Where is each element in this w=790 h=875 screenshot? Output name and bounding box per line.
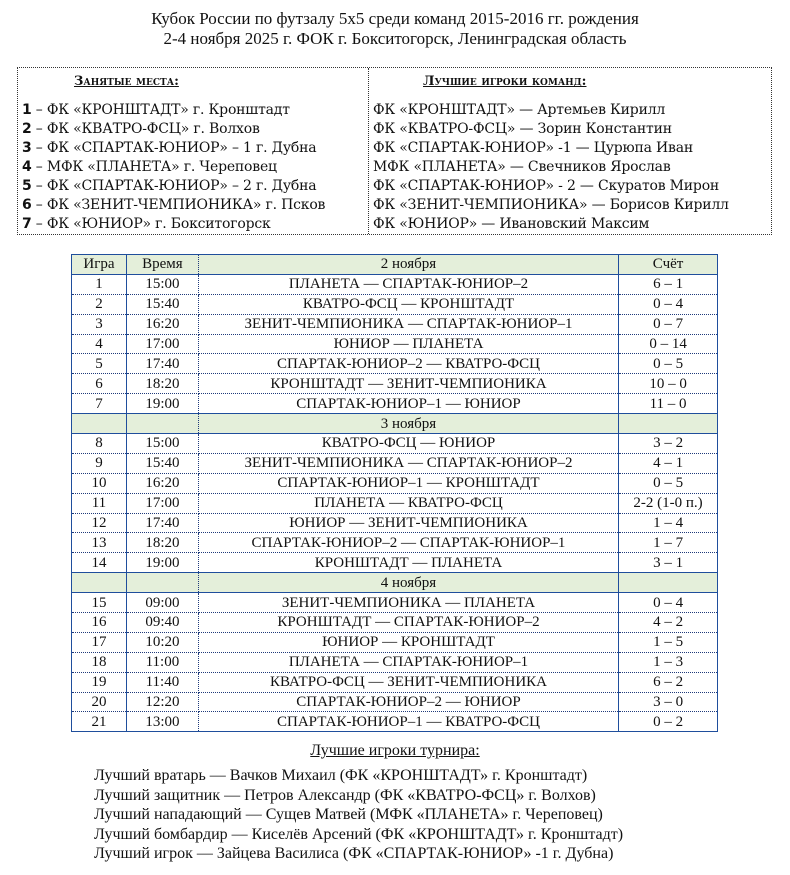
team-best-list: [373, 101, 771, 234]
team-best-item: ФК «СПАРТАК-ЮНИОР» - 2 — Скуратов Мирон: [373, 178, 720, 194]
table-row: [72, 613, 718, 633]
game-time: 09:40: [126, 613, 198, 633]
game-number: 3: [72, 314, 127, 334]
game-number: 17: [72, 632, 127, 652]
game-number: 18: [72, 652, 127, 672]
place-number: 6: [22, 197, 32, 213]
place-number: 7: [22, 216, 32, 232]
standing-item: [22, 101, 368, 120]
game-score: 2-2 (1-0 п.): [619, 493, 718, 513]
standings-list: [22, 101, 368, 234]
game-time: 15:40: [126, 294, 198, 314]
game-time: 16:20: [126, 473, 198, 493]
column-header-game: Игра: [72, 255, 127, 275]
game-score: 6 – 2: [619, 672, 718, 692]
table-row: [72, 294, 718, 314]
place-team: – ФК «СПАРТАК-ЮНИОР» – 1 г. Дубна: [31, 140, 317, 156]
table-row: [72, 593, 718, 613]
game-time: 16:20: [126, 314, 198, 334]
game-matchup: СПАРТАК-ЮНИОР–2 — ЮНИОР: [198, 692, 618, 712]
game-time: 12:20: [126, 692, 198, 712]
game-number: 20: [72, 692, 127, 712]
game-score: 11 – 0: [619, 394, 718, 414]
team-best-heading: Лучшие игроки команд:: [423, 74, 587, 89]
game-time: 17:00: [126, 493, 198, 513]
table-row: [72, 314, 718, 334]
game-time: 17:40: [126, 354, 198, 374]
table-row: [72, 632, 718, 652]
event-date-location: 2-4 ноября 2025 г. ФОК г. Бокситогорск, Ленинградская область: [163, 29, 627, 48]
team-best-item: МФК «ПЛАНЕТА» — Свечников Ярослав: [373, 159, 671, 175]
team-best-item: ФК «ЗЕНИТ-ЧЕМПИОНИКА» — Борисов Кирилл: [373, 197, 729, 213]
game-number: 8: [72, 434, 127, 454]
team-best-item: ФК «КРОНШТАДТ» — Артемьев Кирилл: [373, 102, 666, 118]
game-score: 0 – 2: [619, 712, 718, 732]
day-empty-cell: [126, 573, 198, 593]
game-time: 17:40: [126, 513, 198, 533]
game-number: 2: [72, 294, 127, 314]
match-schedule-table: [71, 254, 718, 732]
table-row: [72, 533, 718, 553]
results-summary-box: [17, 67, 772, 235]
table-row: [72, 274, 718, 294]
standings-heading: [22, 70, 368, 94]
table-row: [72, 652, 718, 672]
game-number: 15: [72, 593, 127, 613]
table-row: [72, 672, 718, 692]
table-row: [72, 374, 718, 394]
game-matchup: ЗЕНИТ-ЧЕМПИОНИКА — СПАРТАК-ЮНИОР–1: [198, 314, 618, 334]
game-number: 21: [72, 712, 127, 732]
game-time: 19:00: [126, 553, 198, 573]
game-matchup: ЮНИОР — ПЛАНЕТА: [198, 334, 618, 354]
tournament-best-list: [94, 766, 623, 864]
game-matchup: СПАРТАК-ЮНИОР–2 — СПАРТАК-ЮНИОР–1: [198, 533, 618, 553]
game-matchup: КВАТРО-ФСЦ — ЮНИОР: [198, 434, 618, 454]
game-matchup: ПЛАНЕТА — СПАРТАК-ЮНИОР–1: [198, 652, 618, 672]
game-number: 13: [72, 533, 127, 553]
table-row: [72, 553, 718, 573]
game-matchup: ПЛАНЕТА — СПАРТАК-ЮНИОР–2: [198, 274, 618, 294]
game-number: 6: [72, 374, 127, 394]
game-matchup: ЗЕНИТ-ЧЕМПИОНИКА — ПЛАНЕТА: [198, 593, 618, 613]
game-time: 13:00: [126, 712, 198, 732]
game-time: 10:20: [126, 632, 198, 652]
table-row: [72, 692, 718, 712]
game-matchup: ПЛАНЕТА — КВАТРО-ФСЦ: [198, 493, 618, 513]
game-score: 0 – 5: [619, 473, 718, 493]
game-number: 4: [72, 334, 127, 354]
column-header-date: 2 ноября: [198, 255, 618, 275]
place-team: – ФК «ЗЕНИТ-ЧЕМПИОНИКА» г. Псков: [31, 197, 326, 213]
place-team: – ФК «ЮНИОР» г. Бокситогорск: [31, 216, 271, 232]
tournament-award-item: Лучший вратарь — Вачков Михаил (ФК «КРОНШТАДТ» г. Кронштадт): [94, 767, 588, 784]
game-score: 4 – 2: [619, 613, 718, 633]
game-score: 3 – 0: [619, 692, 718, 712]
team-best-item: ФК «СПАРТАК-ЮНИОР» -1 — Цурюпа Иван: [373, 140, 693, 156]
column-header-score: Счёт: [619, 255, 718, 275]
day-empty-cell: [619, 414, 718, 434]
game-score: 1 – 5: [619, 632, 718, 652]
game-score: 0 – 5: [619, 354, 718, 374]
game-number: 5: [72, 354, 127, 374]
game-score: 4 – 1: [619, 453, 718, 473]
game-time: 11:40: [126, 672, 198, 692]
place-number: 1: [22, 102, 32, 118]
standing-item: [22, 120, 368, 139]
place-team: – МФК «ПЛАНЕТА» г. Череповец: [31, 159, 277, 175]
day-separator-row: [72, 414, 718, 434]
game-score: 1 – 7: [619, 533, 718, 553]
game-time: 15:00: [126, 274, 198, 294]
tournament-best-heading: Лучшие игроки турнира:: [310, 742, 480, 759]
game-number: 12: [72, 513, 127, 533]
tournament-award-item: Лучший игрок — Зайцева Василиса (ФК «СПАРТАК-ЮНИОР» -1 г. Дубна): [94, 845, 614, 862]
game-number: 16: [72, 613, 127, 633]
place-number: 3: [22, 140, 32, 156]
tournament-award-item: Лучший нападающий — Сущев Матвей (МФК «ПЛАНЕТА» г. Череповец): [94, 806, 603, 823]
team-best-item: ФК «ЮНИОР» — Ивановский Максим: [373, 216, 650, 232]
game-number: 9: [72, 453, 127, 473]
table-row: [72, 453, 718, 473]
game-matchup: ЮНИОР — ЗЕНИТ-ЧЕМПИОНИКА: [198, 513, 618, 533]
game-time: 15:00: [126, 434, 198, 454]
table-row: [72, 434, 718, 454]
game-matchup: СПАРТАК-ЮНИОР–1 — КВАТРО-ФСЦ: [198, 712, 618, 732]
game-time: 19:00: [126, 394, 198, 414]
table-row: [72, 394, 718, 414]
game-score: 3 – 1: [619, 553, 718, 573]
game-number: 7: [72, 394, 127, 414]
table-row: [72, 513, 718, 533]
place-team: – ФК «КВАТРО-ФСЦ» г. Волхов: [31, 121, 260, 137]
game-matchup: СПАРТАК-ЮНИОР–1 — ЮНИОР: [198, 394, 618, 414]
game-matchup: ЗЕНИТ-ЧЕМПИОНИКА — СПАРТАК-ЮНИОР–2: [198, 453, 618, 473]
game-score: 1 – 3: [619, 652, 718, 672]
day-label: 3 ноября: [198, 414, 618, 434]
game-matchup: КВАТРО-ФСЦ — КРОНШТАДТ: [198, 294, 618, 314]
standing-item: [22, 215, 368, 234]
game-time: 18:20: [126, 374, 198, 394]
table-row: [72, 334, 718, 354]
place-number: 4: [22, 159, 32, 175]
team-best-players: [369, 68, 771, 234]
table-row: [72, 473, 718, 493]
game-score: 6 – 1: [619, 274, 718, 294]
game-number: 14: [72, 553, 127, 573]
game-matchup: КРОНШТАДТ — ПЛАНЕТА: [198, 553, 618, 573]
game-score: 1 – 4: [619, 513, 718, 533]
column-header-time: Время: [126, 255, 198, 275]
game-matchup: СПАРТАК-ЮНИОР–2 — КВАТРО-ФСЦ: [198, 354, 618, 374]
game-number: 19: [72, 672, 127, 692]
game-matchup: КВАТРО-ФСЦ — ЗЕНИТ-ЧЕМПИОНИКА: [198, 672, 618, 692]
place-number: 5: [22, 178, 32, 194]
day-empty-cell: [72, 414, 127, 434]
game-matchup: СПАРТАК-ЮНИОР–1 — КРОНШТАДТ: [198, 473, 618, 493]
standing-item: [22, 196, 368, 215]
game-score: 3 – 2: [619, 434, 718, 454]
game-time: 15:40: [126, 453, 198, 473]
game-matchup: КРОНШТАДТ — ЗЕНИТ-ЧЕМПИОНИКА: [198, 374, 618, 394]
standing-item: [22, 177, 368, 196]
place-team: – ФК «СПАРТАК-ЮНИОР» – 2 г. Дубна: [31, 178, 317, 194]
game-time: 09:00: [126, 593, 198, 613]
day-separator-row: [72, 573, 718, 593]
game-score: 0 – 4: [619, 294, 718, 314]
table-row: [72, 493, 718, 513]
day-empty-cell: [126, 414, 198, 434]
game-matchup: КРОНШТАДТ — СПАРТАК-ЮНИОР–2: [198, 613, 618, 633]
game-number: 10: [72, 473, 127, 493]
standings-heading-text: Занятые места: [74, 74, 175, 89]
day-empty-cell: [72, 573, 127, 593]
tournament-award-item: Лучший бомбардир — Киселёв Арсений (ФК «КРОНШТАДТ» г. Кронштадт): [94, 825, 624, 843]
game-score: 10 – 0: [619, 374, 718, 394]
game-number: 1: [72, 274, 127, 294]
standings-heading-colon: :: [174, 74, 179, 89]
team-best-item: ФК «КВАТРО-ФСЦ» — Зорин Константин: [373, 121, 672, 137]
standing-item: [22, 158, 368, 177]
place-number: 2: [22, 121, 32, 137]
place-team: – ФК «КРОНШТАДТ» г. Кронштадт: [31, 102, 290, 118]
game-number: 11: [72, 493, 127, 513]
table-row: [72, 354, 718, 374]
game-time: 18:20: [126, 533, 198, 553]
tournament-award-item: Лучший защитник — Петров Александр (ФК «КВАТРО-ФСЦ» г. Волхов): [94, 786, 596, 804]
game-time: 11:00: [126, 652, 198, 672]
final-standings: [18, 68, 369, 234]
day-empty-cell: [619, 573, 718, 593]
standing-item: [22, 139, 368, 158]
table-row: [72, 712, 718, 732]
day-label: 4 ноября: [198, 573, 618, 593]
game-score: 0 – 4: [619, 593, 718, 613]
table-header-row: [72, 255, 718, 275]
document-title: Кубок России по футзалу 5х5 среди команд 2015-2016 гг. рождения: [151, 9, 639, 28]
game-matchup: ЮНИОР — КРОНШТАДТ: [198, 632, 618, 652]
game-time: 17:00: [126, 334, 198, 354]
game-score: 0 – 14: [619, 334, 718, 354]
game-score: 0 – 7: [619, 314, 718, 334]
